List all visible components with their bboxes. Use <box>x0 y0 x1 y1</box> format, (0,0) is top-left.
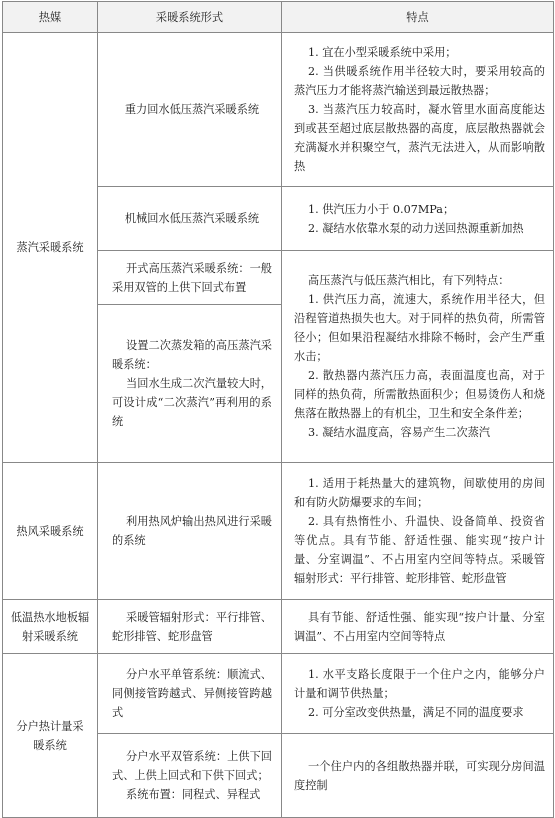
system-text: 利用热风炉输出热风进行采暖的系统 <box>112 515 272 547</box>
feature-text: 2. 具有热惰性小、升温快、设备简单、投资省等优点。具有节能、舒适性强、能实现“按户计量、分室调温”、不占用室内空间等特点。采暖管辐射形式：平行排管、蛇形排管、蛇形盘管 <box>294 515 545 585</box>
medium-hot-air: 热风采暖系统 <box>3 463 98 600</box>
system-text: 开式高压蒸汽采暖系统：一般采用双管的上供下回式布置 <box>112 261 272 294</box>
feature-cell <box>282 734 554 818</box>
feature-cell <box>282 251 554 463</box>
feature-cell <box>282 600 554 654</box>
feature-cell <box>282 187 554 251</box>
table-row <box>3 33 554 187</box>
medium-household-metering: 分户热计量采暖系统 <box>3 654 98 818</box>
feature-text: 2. 散热器内蒸汽压力高，表面温度也高，对于同样的热负荷，所需散热面积少；但易烫伤人和烧焦落在散热器上的有机尘，卫生和安全条件差； <box>294 369 545 420</box>
feature-text: 1. 供汽压力高，流速大，系统作用半径大，但沿程管道热损失也大。对于同样的热负荷，所需管径小；但如果沿程凝结水排除不畅时，会产生严重水击； <box>294 293 545 363</box>
system-text: 机械回水低压蒸汽采暖系统 <box>124 212 260 225</box>
feature-text: 具有节能、舒适性强、能实现“按户计量、分室调温”、不占用室内空间等特点 <box>294 610 545 643</box>
medium-steam: 蒸汽采暖系统 <box>3 33 98 463</box>
system-text: 分户水平双管系统：上供下回式、上供上回式和下供下回式； <box>112 750 272 782</box>
system-cell <box>98 463 282 600</box>
system-cell <box>98 600 282 654</box>
system-cell <box>98 305 282 463</box>
header-row <box>3 2 554 33</box>
medium-floor-radiant: 低温热水地板辐射采暖系统 <box>3 600 98 654</box>
feature-cell <box>282 33 554 187</box>
header-features: 特点 <box>282 2 554 33</box>
system-text: 当回水生成二次汽量较大时，可设计成“二次蒸汽”再利用的系统 <box>112 377 272 428</box>
feature-text: 1. 供汽压力小于 0.07MPa； <box>308 202 455 216</box>
system-text: 系统布置：同程式、异程式 <box>126 788 261 801</box>
table-row <box>3 600 554 654</box>
system-cell <box>98 251 282 305</box>
feature-text: 2. 当供暖系统作用半径较大时，要采用较高的蒸汽压力才能将蒸汽输送到最远散热器； <box>294 65 545 97</box>
feature-text: 1. 宜在小型采暖系统中采用； <box>308 46 457 59</box>
system-text: 采暖管辐射形式：平行排管、蛇形排管、蛇形盘管 <box>112 610 272 643</box>
table-row <box>3 654 554 734</box>
system-text: 设置二次蒸发箱的高压蒸汽采暖系统： <box>112 339 272 371</box>
feature-cell <box>282 654 554 734</box>
system-cell <box>98 33 282 187</box>
feature-text: 3. 当蒸汽压力较高时，凝水管里水面高度能达到或甚至超过底层散热器的高度，底层散热器就会充满凝水并积聚空气，蒸汽无法进入，从而影响散热 <box>294 103 545 173</box>
feature-cell <box>282 463 554 600</box>
system-cell <box>98 734 282 818</box>
heating-systems-table <box>2 1 554 818</box>
feature-text: 一个住户内的各组散热器并联，可实现分房间温度控制 <box>294 759 545 792</box>
feature-text: 2. 可分室改变供热量，满足不同的温度要求 <box>308 706 524 719</box>
system-cell <box>98 654 282 734</box>
table-row <box>3 463 554 600</box>
header-system-form: 采暖系统形式 <box>98 2 282 33</box>
system-text: 分户水平单管系统：顺流式、同侧接管跨越式、异侧接管跨越式 <box>112 668 272 719</box>
header-medium: 热媒 <box>3 2 98 33</box>
feature-text: 1. 适用于耗热量大的建筑物，间歇使用的房间和有防火防爆要求的车间； <box>294 477 545 509</box>
feature-text: 高压蒸汽与低压蒸汽相比，有下列特点： <box>308 274 510 287</box>
system-text: 重力回水低压蒸汽采暖系统 <box>124 103 260 116</box>
feature-text: 1. 水平支路长度限于一个住户之内，能够分户计量和调节供热量； <box>294 668 545 700</box>
feature-text: 3. 凝结水温度高，容易产生二次蒸汽 <box>308 426 491 439</box>
feature-text: 2. 凝结水依靠水泵的动力送回热源重新加热 <box>308 221 524 235</box>
system-cell <box>98 187 282 251</box>
